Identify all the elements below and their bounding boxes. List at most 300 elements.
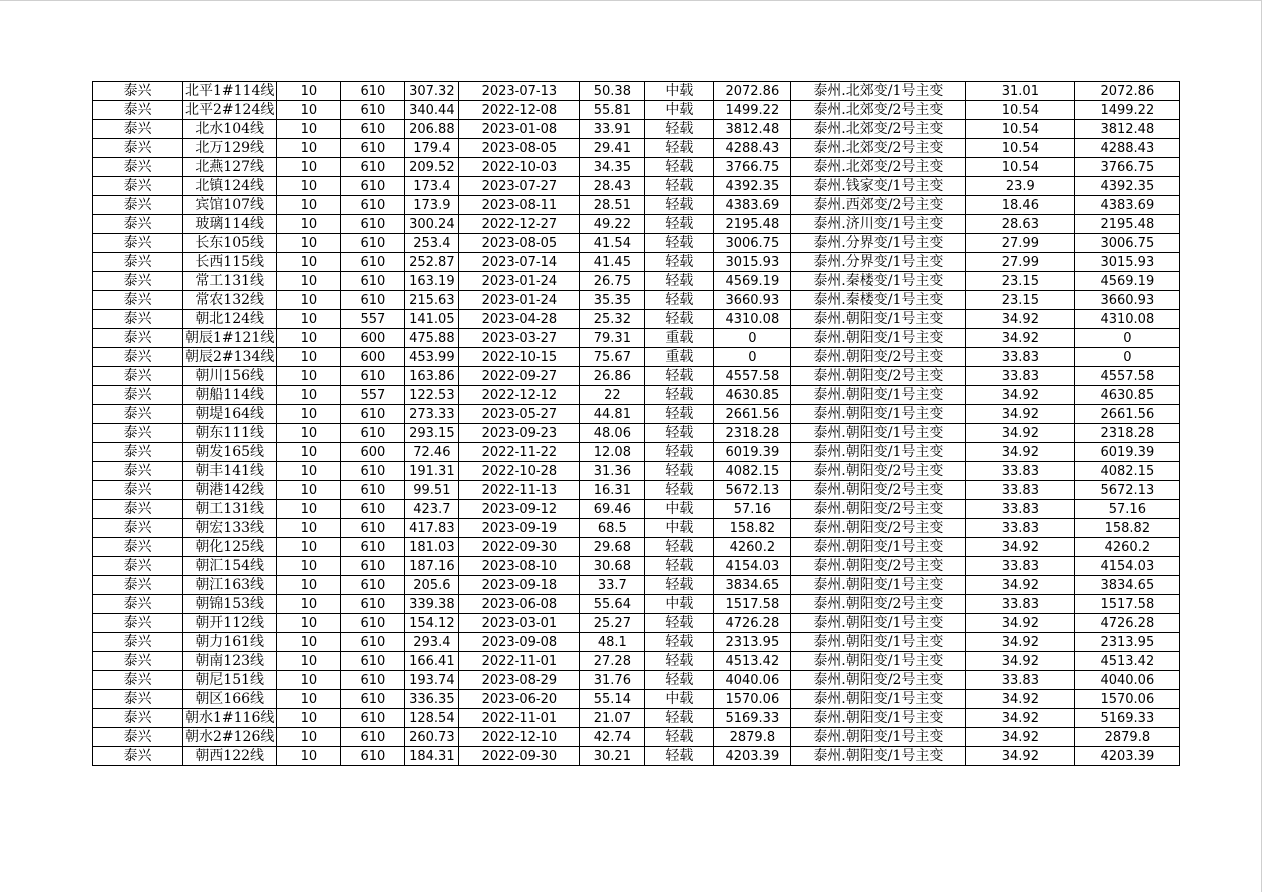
line-name-cell: 朝尼151线	[183, 671, 277, 690]
transformer-load-cell: 18.46	[966, 196, 1075, 215]
available-capacity-cell: 0	[714, 329, 791, 348]
line-name-cell: 朝汇154线	[183, 557, 277, 576]
load-rate-cell: 55.81	[580, 101, 645, 120]
load-rate-cell: 31.76	[580, 671, 645, 690]
date-cell: 2023-03-01	[459, 614, 580, 633]
voltage-cell: 10	[277, 728, 341, 747]
line-name-cell: 朝北124线	[183, 310, 277, 329]
load-rate-cell: 30.21	[580, 747, 645, 766]
available-capacity-cell: 4513.42	[714, 652, 791, 671]
line-name-cell: 朝川156线	[183, 367, 277, 386]
date-cell: 2023-06-20	[459, 690, 580, 709]
transformer-load-cell: 34.92	[966, 652, 1075, 671]
line-name-cell: 朝发165线	[183, 443, 277, 462]
date-cell: 2023-06-08	[459, 595, 580, 614]
table-row	[93, 747, 1180, 766]
transformer-load-cell: 34.92	[966, 576, 1075, 595]
capacity-cell: 2318.28	[1075, 424, 1180, 443]
rated-current-cell: 600	[341, 443, 405, 462]
table-row	[93, 367, 1180, 386]
load-status-cell: 中载	[645, 82, 714, 101]
load-rate-cell: 68.5	[580, 519, 645, 538]
capacity-cell: 4630.85	[1075, 386, 1180, 405]
load-rate-cell: 30.68	[580, 557, 645, 576]
available-capacity-cell: 2661.56	[714, 405, 791, 424]
rated-current-cell: 610	[341, 709, 405, 728]
max-current-cell: 273.33	[405, 405, 459, 424]
rated-current-cell: 600	[341, 329, 405, 348]
district-cell: 泰兴	[93, 329, 183, 348]
max-current-cell: 260.73	[405, 728, 459, 747]
district-cell: 泰兴	[93, 443, 183, 462]
transformer-load-cell: 34.92	[966, 538, 1075, 557]
date-cell: 2022-10-03	[459, 158, 580, 177]
voltage-cell: 10	[277, 272, 341, 291]
max-current-cell: 72.46	[405, 443, 459, 462]
table-row	[93, 329, 1180, 348]
transformer-load-cell: 27.99	[966, 234, 1075, 253]
available-capacity-cell: 4383.69	[714, 196, 791, 215]
load-rate-cell: 50.38	[580, 82, 645, 101]
transformer-load-cell: 33.83	[966, 481, 1075, 500]
load-rate-cell: 26.75	[580, 272, 645, 291]
transformer-cell: 泰州.朝阳变/1号主变	[791, 424, 966, 443]
load-status-cell: 轻载	[645, 443, 714, 462]
district-cell: 泰兴	[93, 196, 183, 215]
transformer-load-cell: 34.92	[966, 386, 1075, 405]
transformer-load-cell: 34.92	[966, 424, 1075, 443]
load-rate-cell: 44.81	[580, 405, 645, 424]
table-row	[93, 500, 1180, 519]
rated-current-cell: 610	[341, 215, 405, 234]
voltage-cell: 10	[277, 101, 341, 120]
rated-current-cell: 610	[341, 690, 405, 709]
voltage-cell: 10	[277, 291, 341, 310]
voltage-cell: 10	[277, 405, 341, 424]
district-cell: 泰兴	[93, 120, 183, 139]
transformer-load-cell: 27.99	[966, 253, 1075, 272]
district-cell: 泰兴	[93, 310, 183, 329]
load-rate-cell: 41.54	[580, 234, 645, 253]
capacity-cell: 1517.58	[1075, 595, 1180, 614]
available-capacity-cell: 4082.15	[714, 462, 791, 481]
voltage-cell: 10	[277, 158, 341, 177]
transformer-cell: 泰州.朝阳变/1号主变	[791, 443, 966, 462]
transformer-load-cell: 10.54	[966, 158, 1075, 177]
line-name-cell: 北水104线	[183, 120, 277, 139]
district-cell: 泰兴	[93, 519, 183, 538]
capacity-cell: 4154.03	[1075, 557, 1180, 576]
date-cell: 2022-12-27	[459, 215, 580, 234]
district-cell: 泰兴	[93, 633, 183, 652]
district-cell: 泰兴	[93, 576, 183, 595]
load-status-cell: 轻载	[645, 139, 714, 158]
table-row	[93, 576, 1180, 595]
transformer-load-cell: 33.83	[966, 595, 1075, 614]
transformer-load-cell: 33.83	[966, 500, 1075, 519]
rated-current-cell: 610	[341, 481, 405, 500]
transformer-cell: 泰州.朝阳变/1号主变	[791, 386, 966, 405]
transformer-load-cell: 31.01	[966, 82, 1075, 101]
load-rate-cell: 55.64	[580, 595, 645, 614]
rated-current-cell: 610	[341, 177, 405, 196]
district-cell: 泰兴	[93, 253, 183, 272]
capacity-cell: 4513.42	[1075, 652, 1180, 671]
date-cell: 2023-09-12	[459, 500, 580, 519]
available-capacity-cell: 3766.75	[714, 158, 791, 177]
date-cell: 2022-12-12	[459, 386, 580, 405]
table-row	[93, 348, 1180, 367]
date-cell: 2023-07-14	[459, 253, 580, 272]
max-current-cell: 453.99	[405, 348, 459, 367]
available-capacity-cell: 0	[714, 348, 791, 367]
load-rate-cell: 41.45	[580, 253, 645, 272]
table-row	[93, 557, 1180, 576]
table-row	[93, 177, 1180, 196]
transformer-cell: 泰州.朝阳变/1号主变	[791, 614, 966, 633]
transformer-cell: 泰州.济川变/1号主变	[791, 215, 966, 234]
max-current-cell: 252.87	[405, 253, 459, 272]
max-current-cell: 166.41	[405, 652, 459, 671]
transformer-cell: 泰州.朝阳变/1号主变	[791, 576, 966, 595]
table-row	[93, 101, 1180, 120]
voltage-cell: 10	[277, 481, 341, 500]
line-name-cell: 宾馆107线	[183, 196, 277, 215]
rated-current-cell: 610	[341, 728, 405, 747]
voltage-cell: 10	[277, 215, 341, 234]
line-name-cell: 朝宏133线	[183, 519, 277, 538]
max-current-cell: 187.16	[405, 557, 459, 576]
max-current-cell: 206.88	[405, 120, 459, 139]
line-name-cell: 朝水1#116线	[183, 709, 277, 728]
load-status-cell: 中载	[645, 500, 714, 519]
load-rate-cell: 16.31	[580, 481, 645, 500]
load-rate-cell: 12.08	[580, 443, 645, 462]
date-cell: 2022-11-01	[459, 709, 580, 728]
max-current-cell: 122.53	[405, 386, 459, 405]
date-cell: 2022-12-10	[459, 728, 580, 747]
line-name-cell: 北万129线	[183, 139, 277, 158]
transformer-cell: 泰州.钱家变/1号主变	[791, 177, 966, 196]
max-current-cell: 340.44	[405, 101, 459, 120]
date-cell: 2023-09-18	[459, 576, 580, 595]
rated-current-cell: 610	[341, 747, 405, 766]
line-name-cell: 朝锦153线	[183, 595, 277, 614]
load-status-cell: 中载	[645, 101, 714, 120]
rated-current-cell: 610	[341, 101, 405, 120]
max-current-cell: 339.38	[405, 595, 459, 614]
load-rate-cell: 21.07	[580, 709, 645, 728]
transformer-load-cell: 34.92	[966, 690, 1075, 709]
transformer-load-cell: 34.92	[966, 329, 1075, 348]
date-cell: 2023-09-23	[459, 424, 580, 443]
rated-current-cell: 610	[341, 253, 405, 272]
transformer-cell: 泰州.北郊变/2号主变	[791, 120, 966, 139]
load-status-cell: 轻载	[645, 386, 714, 405]
date-cell: 2022-11-13	[459, 481, 580, 500]
transformer-cell: 泰州.朝阳变/2号主变	[791, 671, 966, 690]
rated-current-cell: 610	[341, 405, 405, 424]
load-status-cell: 轻载	[645, 671, 714, 690]
transformer-load-cell: 10.54	[966, 120, 1075, 139]
load-status-cell: 轻载	[645, 291, 714, 310]
voltage-cell: 10	[277, 367, 341, 386]
capacity-cell: 3006.75	[1075, 234, 1180, 253]
capacity-cell: 4288.43	[1075, 139, 1180, 158]
max-current-cell: 163.19	[405, 272, 459, 291]
table-row	[93, 310, 1180, 329]
load-status-cell: 轻载	[645, 367, 714, 386]
line-name-cell: 朝船114线	[183, 386, 277, 405]
transformer-load-cell: 23.15	[966, 291, 1075, 310]
available-capacity-cell: 4310.08	[714, 310, 791, 329]
max-current-cell: 154.12	[405, 614, 459, 633]
load-status-cell: 轻载	[645, 120, 714, 139]
transformer-cell: 泰州.北郊变/2号主变	[791, 139, 966, 158]
rated-current-cell: 610	[341, 462, 405, 481]
capacity-cell: 3015.93	[1075, 253, 1180, 272]
district-cell: 泰兴	[93, 405, 183, 424]
available-capacity-cell: 4288.43	[714, 139, 791, 158]
date-cell: 2023-09-08	[459, 633, 580, 652]
load-rate-cell: 34.35	[580, 158, 645, 177]
load-rate-cell: 31.36	[580, 462, 645, 481]
voltage-cell: 10	[277, 690, 341, 709]
max-current-cell: 293.15	[405, 424, 459, 443]
transformer-load-cell: 10.54	[966, 139, 1075, 158]
capacity-cell: 0	[1075, 329, 1180, 348]
line-name-cell: 北平1#114线	[183, 82, 277, 101]
capacity-cell: 4392.35	[1075, 177, 1180, 196]
transformer-cell: 泰州.朝阳变/1号主变	[791, 728, 966, 747]
load-status-cell: 轻载	[645, 576, 714, 595]
district-cell: 泰兴	[93, 234, 183, 253]
rated-current-cell: 610	[341, 538, 405, 557]
table-row	[93, 139, 1180, 158]
capacity-cell: 4203.39	[1075, 747, 1180, 766]
rated-current-cell: 610	[341, 671, 405, 690]
rated-current-cell: 610	[341, 595, 405, 614]
district-cell: 泰兴	[93, 424, 183, 443]
voltage-cell: 10	[277, 348, 341, 367]
voltage-cell: 10	[277, 386, 341, 405]
district-cell: 泰兴	[93, 557, 183, 576]
feeder-load-table	[92, 81, 1180, 766]
transformer-cell: 泰州.朝阳变/2号主变	[791, 481, 966, 500]
date-cell: 2022-10-15	[459, 348, 580, 367]
table-row	[93, 728, 1180, 747]
available-capacity-cell: 5169.33	[714, 709, 791, 728]
date-cell: 2023-09-19	[459, 519, 580, 538]
transformer-cell: 泰州.朝阳变/2号主变	[791, 348, 966, 367]
date-cell: 2023-08-10	[459, 557, 580, 576]
transformer-load-cell: 34.92	[966, 443, 1075, 462]
table-row	[93, 234, 1180, 253]
table-row	[93, 405, 1180, 424]
transformer-cell: 泰州.朝阳变/1号主变	[791, 310, 966, 329]
capacity-cell: 2195.48	[1075, 215, 1180, 234]
available-capacity-cell: 4203.39	[714, 747, 791, 766]
voltage-cell: 10	[277, 82, 341, 101]
capacity-cell: 3660.93	[1075, 291, 1180, 310]
capacity-cell: 4557.58	[1075, 367, 1180, 386]
capacity-cell: 1499.22	[1075, 101, 1180, 120]
table-row	[93, 481, 1180, 500]
date-cell: 2023-08-11	[459, 196, 580, 215]
voltage-cell: 10	[277, 462, 341, 481]
transformer-cell: 泰州.朝阳变/1号主变	[791, 633, 966, 652]
load-rate-cell: 29.68	[580, 538, 645, 557]
rated-current-cell: 610	[341, 576, 405, 595]
table-body	[93, 82, 1180, 766]
district-cell: 泰兴	[93, 709, 183, 728]
available-capacity-cell: 4260.2	[714, 538, 791, 557]
available-capacity-cell: 158.82	[714, 519, 791, 538]
district-cell: 泰兴	[93, 272, 183, 291]
voltage-cell: 10	[277, 671, 341, 690]
line-name-cell: 长东105线	[183, 234, 277, 253]
rated-current-cell: 600	[341, 348, 405, 367]
transformer-cell: 泰州.朝阳变/1号主变	[791, 747, 966, 766]
transformer-load-cell: 34.92	[966, 614, 1075, 633]
rated-current-cell: 610	[341, 234, 405, 253]
line-name-cell: 朝南123线	[183, 652, 277, 671]
line-name-cell: 长西115线	[183, 253, 277, 272]
load-rate-cell: 27.28	[580, 652, 645, 671]
rated-current-cell: 610	[341, 158, 405, 177]
voltage-cell: 10	[277, 196, 341, 215]
transformer-load-cell: 33.83	[966, 519, 1075, 538]
capacity-cell: 4383.69	[1075, 196, 1180, 215]
transformer-load-cell: 33.83	[966, 348, 1075, 367]
district-cell: 泰兴	[93, 538, 183, 557]
transformer-cell: 泰州.分界变/1号主变	[791, 253, 966, 272]
max-current-cell: 209.52	[405, 158, 459, 177]
transformer-load-cell: 33.83	[966, 557, 1075, 576]
transformer-load-cell: 10.54	[966, 101, 1075, 120]
load-rate-cell: 55.14	[580, 690, 645, 709]
transformer-cell: 泰州.朝阳变/1号主变	[791, 690, 966, 709]
max-current-cell: 191.31	[405, 462, 459, 481]
available-capacity-cell: 3812.48	[714, 120, 791, 139]
capacity-cell: 3812.48	[1075, 120, 1180, 139]
transformer-cell: 泰州.朝阳变/2号主变	[791, 519, 966, 538]
rated-current-cell: 610	[341, 82, 405, 101]
line-name-cell: 朝力161线	[183, 633, 277, 652]
district-cell: 泰兴	[93, 82, 183, 101]
voltage-cell: 10	[277, 253, 341, 272]
load-status-cell: 轻载	[645, 481, 714, 500]
transformer-cell: 泰州.分界变/1号主变	[791, 234, 966, 253]
load-status-cell: 轻载	[645, 652, 714, 671]
date-cell: 2022-09-30	[459, 538, 580, 557]
max-current-cell: 173.4	[405, 177, 459, 196]
rated-current-cell: 557	[341, 310, 405, 329]
district-cell: 泰兴	[93, 671, 183, 690]
capacity-cell: 4310.08	[1075, 310, 1180, 329]
max-current-cell: 423.7	[405, 500, 459, 519]
district-cell: 泰兴	[93, 348, 183, 367]
capacity-cell: 3766.75	[1075, 158, 1180, 177]
district-cell: 泰兴	[93, 101, 183, 120]
available-capacity-cell: 4569.19	[714, 272, 791, 291]
table-row	[93, 443, 1180, 462]
table-row	[93, 652, 1180, 671]
line-name-cell: 朝江163线	[183, 576, 277, 595]
transformer-cell: 泰州.秦楼变/1号主变	[791, 291, 966, 310]
capacity-cell: 2072.86	[1075, 82, 1180, 101]
voltage-cell: 10	[277, 747, 341, 766]
date-cell: 2023-05-27	[459, 405, 580, 424]
table-row	[93, 633, 1180, 652]
district-cell: 泰兴	[93, 367, 183, 386]
capacity-cell: 4082.15	[1075, 462, 1180, 481]
district-cell: 泰兴	[93, 728, 183, 747]
capacity-cell: 2313.95	[1075, 633, 1180, 652]
date-cell: 2022-09-27	[459, 367, 580, 386]
line-name-cell: 朝堤164线	[183, 405, 277, 424]
transformer-cell: 泰州.朝阳变/1号主变	[791, 405, 966, 424]
transformer-cell: 泰州.朝阳变/2号主变	[791, 595, 966, 614]
available-capacity-cell: 2318.28	[714, 424, 791, 443]
district-cell: 泰兴	[93, 652, 183, 671]
line-name-cell: 朝东111线	[183, 424, 277, 443]
load-status-cell: 中载	[645, 519, 714, 538]
line-name-cell: 北平2#124线	[183, 101, 277, 120]
load-rate-cell: 29.41	[580, 139, 645, 158]
line-name-cell: 朝水2#126线	[183, 728, 277, 747]
load-status-cell: 轻载	[645, 177, 714, 196]
table-row	[93, 671, 1180, 690]
voltage-cell: 10	[277, 633, 341, 652]
load-status-cell: 中载	[645, 595, 714, 614]
date-cell: 2023-01-24	[459, 291, 580, 310]
date-cell: 2023-07-13	[459, 82, 580, 101]
line-name-cell: 朝辰2#134线	[183, 348, 277, 367]
load-status-cell: 轻载	[645, 728, 714, 747]
max-current-cell: 184.31	[405, 747, 459, 766]
date-cell: 2023-08-05	[459, 234, 580, 253]
capacity-cell: 6019.39	[1075, 443, 1180, 462]
voltage-cell: 10	[277, 595, 341, 614]
voltage-cell: 10	[277, 329, 341, 348]
transformer-cell: 泰州.朝阳变/1号主变	[791, 709, 966, 728]
table-row	[93, 158, 1180, 177]
available-capacity-cell: 3834.65	[714, 576, 791, 595]
table-row	[93, 272, 1180, 291]
transformer-load-cell: 33.83	[966, 367, 1075, 386]
load-status-cell: 重载	[645, 348, 714, 367]
rated-current-cell: 610	[341, 557, 405, 576]
voltage-cell: 10	[277, 500, 341, 519]
transformer-load-cell: 33.83	[966, 462, 1075, 481]
table-row	[93, 291, 1180, 310]
district-cell: 泰兴	[93, 747, 183, 766]
load-rate-cell: 42.74	[580, 728, 645, 747]
table-row	[93, 462, 1180, 481]
date-cell: 2023-04-28	[459, 310, 580, 329]
capacity-cell: 4726.28	[1075, 614, 1180, 633]
rated-current-cell: 610	[341, 424, 405, 443]
transformer-cell: 泰州.北郊变/2号主变	[791, 158, 966, 177]
rated-current-cell: 557	[341, 386, 405, 405]
transformer-load-cell: 34.92	[966, 405, 1075, 424]
available-capacity-cell: 3660.93	[714, 291, 791, 310]
table-row	[93, 120, 1180, 139]
load-status-cell: 轻载	[645, 158, 714, 177]
district-cell: 泰兴	[93, 690, 183, 709]
load-status-cell: 轻载	[645, 405, 714, 424]
